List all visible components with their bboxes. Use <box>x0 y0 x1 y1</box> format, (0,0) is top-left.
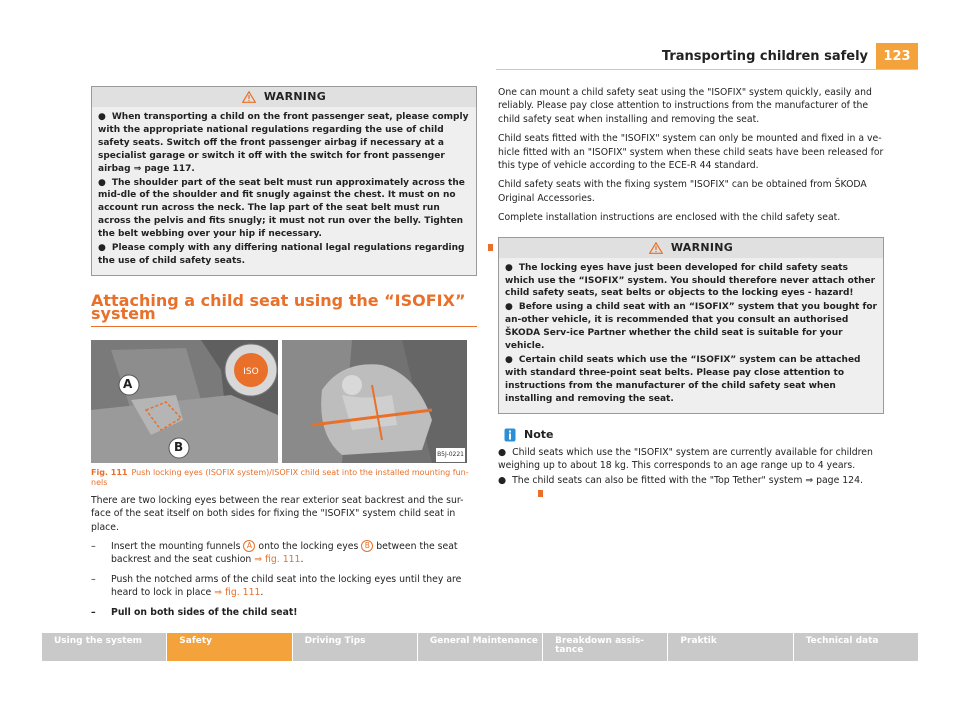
warning-item: ● Please comply with any differing national legal regulations regarding the use of child safety seats. <box>98 243 465 266</box>
page-number: 123 <box>876 43 918 69</box>
warning-box <box>498 237 884 414</box>
figure-left-panel <box>91 340 278 463</box>
tab-driving-tips[interactable]: Driving Tips <box>293 633 417 661</box>
warning-triangle-icon <box>649 242 663 254</box>
isofix-locking-eyes-illustration <box>91 340 278 463</box>
warning-title: WARNING <box>263 90 327 104</box>
intro-paragraph: There are two locking eyes between the rear exterior seat backrest and the sur-face of the seat itself on both sides for fixing the "ISOFIX" system child seat in place. <box>91 494 464 533</box>
isofix-child-seat-illustration <box>282 340 467 463</box>
body-paragraph: Child safety seats with the fixing system "ISOFIX" can be obtained from ŠKODA Original Accessories. <box>498 179 867 204</box>
figure-caption: Fig. 111 Push locking eyes (ISOFIX system)/ISOFIX child seat into the installed mounting fun-nels <box>91 467 469 487</box>
warning-item: ● The locking eyes have just been developed for child safety seats which use the “ISOFIX” system. You should therefore never attach other child safety seats, seat belts or objects to the locking eyes - hazard! <box>505 262 876 299</box>
tab-general-maintenance[interactable]: General Maintenance <box>418 633 542 661</box>
info-icon <box>504 428 516 442</box>
figure-111 <box>91 340 477 463</box>
note-item: ● The child seats can also be fitted with the "Top Tether" system ⇒ page 124. <box>498 474 884 501</box>
figure-link[interactable]: ⇒ fig. 111 <box>214 587 261 599</box>
warning-item: ● Before using a child seat with an “ISOFIX” system that you bought for an-other vehicle, it is recommended that you consult an authorised ŠKODA Serv-ice Partner whether the child seat is suitable for your vehicle. <box>505 302 877 352</box>
tab-safety[interactable]: Safety <box>167 633 291 661</box>
tab-breakdown-assistance[interactable]: Breakdown assis-tance <box>543 633 667 661</box>
body-paragraph: One can mount a child safety seat using the "ISOFIX" system quickly, easily and reliably. Please pay close attention to instructions from the manufacturer of the child safety seat when installing and removing the seat. <box>498 87 872 125</box>
instruction-step: – Push the notched arms of the child seat into the locking eyes until they are heard to lock in place ⇒ fig. 111. <box>91 573 462 599</box>
section-end-marker <box>488 244 493 251</box>
warning-triangle-icon <box>242 91 256 103</box>
warning-box <box>91 86 477 276</box>
figure-code: B5J-0221 <box>436 448 465 461</box>
left-column <box>91 86 477 619</box>
tab-using-the-system[interactable]: Using the system <box>42 633 166 661</box>
tab-technical-data[interactable]: Technical data <box>794 633 918 661</box>
section-end-marker <box>538 490 543 497</box>
body-paragraph: Child seats fitted with the "ISOFIX" system can only be mounted and fixed in a ve-hicle fitted with an "ISOFIX" system when these child seats have been released for this type of vehicle according to the ECE-R 44 standard. <box>498 133 884 172</box>
page-title: Transporting children safely <box>661 48 868 64</box>
note-item: ● Child seats which use the "ISOFIX" system are currently available for children weighing up to about 18 kg. This corresponds to an age range up to 4 years. <box>498 446 873 472</box>
label-a: A <box>123 376 133 391</box>
label-b-inline: B <box>361 540 373 552</box>
section-title: Attaching a child seat using the “ISOFIX” system <box>91 294 477 327</box>
body-paragraph: Complete installation instructions are enclosed with the child safety seat. <box>498 212 841 224</box>
instruction-step: – Pull on both sides of the child seat! <box>91 606 298 618</box>
label-b: B <box>174 439 184 454</box>
footer-nav <box>42 633 918 661</box>
warning-title: WARNING <box>670 240 734 254</box>
figure-right-panel <box>282 340 467 463</box>
label-a-inline: A <box>243 540 255 552</box>
warning-item: ● The shoulder part of the seat belt must run approximately across the mid-dle of the shoulder and fit snugly against the chest. It must on no account run across the neck. The lap part of the seat belt must run across the pelvis and fits snugly; it must not run over the belly. Tighten the belt webbing over your hip if necessary. <box>98 177 465 240</box>
svg-text:ISO: ISO <box>243 366 259 377</box>
right-column <box>498 86 884 501</box>
page-header <box>662 43 918 69</box>
tab-praktik[interactable]: Praktik <box>668 633 792 661</box>
warning-item: ● Certain child seats which use the “ISOFIX” system can be attached with standard three-point seat belts. Please pay close attention to instructions from the manufacturer of the child safety seat when installing and removing the seat. <box>505 355 861 404</box>
figure-link[interactable]: ⇒ fig. 111 <box>254 554 301 566</box>
header-divider <box>496 69 918 70</box>
instruction-step: – Insert the mounting funnels A onto the locking eyes B between the seat backrest and the seat cushion ⇒ fig. 111. <box>91 540 458 566</box>
note-heading: Note <box>498 428 884 442</box>
warning-item: ● When transporting a child on the front passenger seat, please comply with the appropriate national regulations regarding the use of child safety seats. Switch off the front passenger airbag if necessary at a specialist garage or switch it off with the switch for front passenger airbag ⇒ page 117. <box>98 112 469 174</box>
